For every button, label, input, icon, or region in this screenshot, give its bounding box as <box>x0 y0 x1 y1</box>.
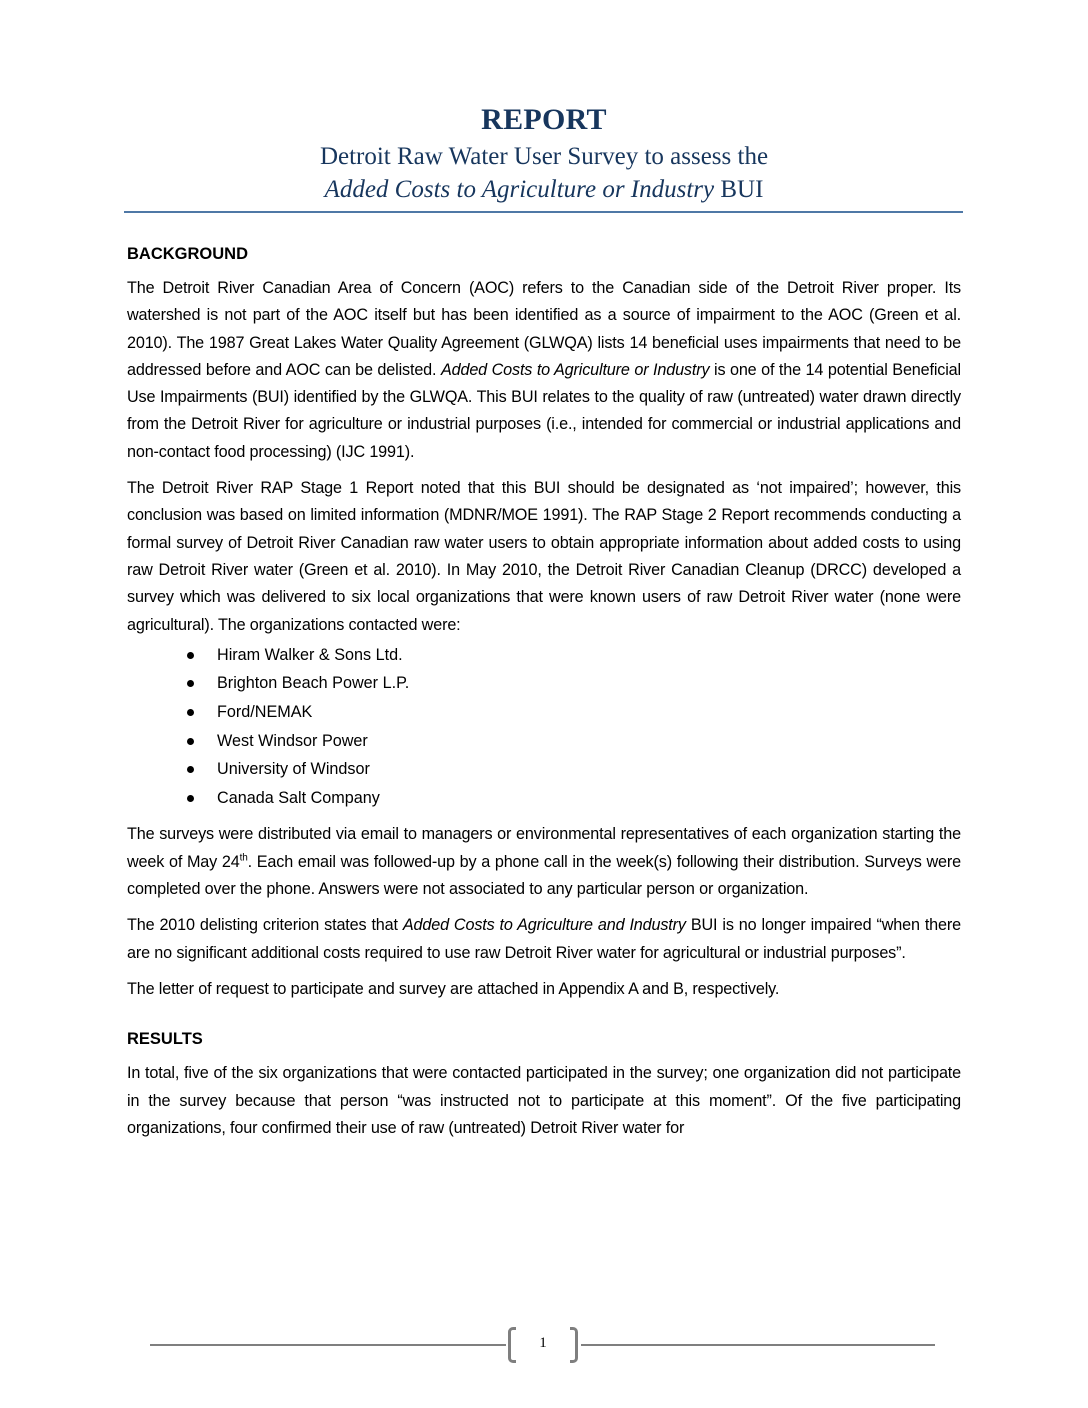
bullet-icon <box>187 795 194 802</box>
list-item <box>127 755 961 784</box>
organization-name: University of Windsor <box>217 760 370 779</box>
bui-name-italic: Added Costs to Agriculture or Industry <box>440 360 710 379</box>
background-paragraph-2: The Detroit River RAP Stage 1 Report noted that this BUI should be designated as ‘not impaired’; however, this conclusion was based on limited information (MDNR/MOE 1991). The RAP Stage 2 Report recommends conducting a formal survey of Detroit River Canadian raw water users to obtain appropriate information about added costs to using raw Detroit River water (Green et al. 2010). In May 2010, the Detroit River Canadian Cleanup (DRCC) developed a survey which was delivered to six local organizations that were known users of raw Detroit River water (none were agricultural). The organizations contacted were: <box>127 479 961 634</box>
list-item <box>127 641 961 670</box>
list-item <box>127 698 961 727</box>
ordinal-suffix: th <box>239 852 248 864</box>
organization-name: Canada Salt Company <box>217 788 380 807</box>
results-paragraph-1: In total, five of the six organizations that were contacted participated in the survey; one organization did not participate in the survey because that person “was instructed not to participate at this moment”. Of the five participating organizations, four confirmed their use of raw (untreated) Detroit River water for <box>127 1064 961 1137</box>
list-item <box>127 784 961 813</box>
page-footer <box>150 1327 935 1363</box>
title-divider <box>124 211 963 213</box>
report-subtitle-suffix: BUI <box>714 176 764 203</box>
organization-name: Ford/NEMAK <box>217 703 313 722</box>
footer-rule-left <box>150 1344 506 1346</box>
background-paragraph-4 <box>127 912 961 967</box>
report-title-block <box>124 100 964 206</box>
text-run: is one of the 14 potential Beneficial Use Impairments (BUI) identified by the GLWQA. This BUI relates to the quality of raw (untreated) water drawn directly from the Detroit River for agriculture or industrial purposes (i.e., intended for commercial or industrial applications and non-contact food processing) (IJC 1991). <box>127 360 961 461</box>
text-run: The 2010 delisting criterion states that <box>127 916 403 935</box>
report-subtitle-line-2 <box>124 173 964 206</box>
organization-name: Hiram Walker & Sons Ltd. <box>217 645 403 664</box>
bui-name-italic: Added Costs to Agriculture and Industry <box>402 916 686 935</box>
report-subtitle-bui-name: Added Costs to Agriculture or Industry <box>324 176 715 203</box>
bullet-icon <box>187 738 194 745</box>
report-subtitle-line-1: Detroit Raw Water User Survey to assess the <box>319 143 769 170</box>
list-item <box>127 669 961 698</box>
organizations-list <box>127 641 961 813</box>
text-run: The surveys were distributed via email to managers or environmental representatives of each organization starting the week of May 24 <box>127 825 961 871</box>
background-paragraph-3 <box>127 821 961 903</box>
organization-name: West Windsor Power <box>217 731 368 750</box>
text-run: . Each email was followed-up by a phone call in the week(s) following their distribution. Surveys were completed over the phone. Answers were not associated to any particular person or organization. <box>127 852 961 899</box>
report-title: REPORT <box>481 103 607 136</box>
page-number: 1 <box>539 1335 547 1351</box>
results-heading: RESULTS <box>127 1030 203 1049</box>
background-paragraph-5: The letter of request to participate and survey are attached in Appendix A and B, respectively. <box>127 979 780 998</box>
bullet-icon <box>187 652 194 659</box>
report-body <box>127 240 961 1151</box>
text-run: BUI is no longer impaired “when there are no significant additional costs required to use raw Detroit River water for agricultural or industrial purposes”. <box>127 916 961 962</box>
text-run: The Detroit River Canadian Area of Concern (AOC) refers to the Canadian side of the Detroit River proper. Its watershed is not part of the AOC itself but has been identified as a source of impairment to the AOC (Green et al. 2010). The 1987 Great Lakes Water Quality Agreement (GLWQA) lists 14 beneficial uses impairments that need to be addressed before and AOC can be delisted. <box>127 279 961 379</box>
organization-name: Brighton Beach Power L.P. <box>217 674 410 693</box>
background-paragraph-1 <box>127 275 961 466</box>
background-heading: BACKGROUND <box>127 245 248 263</box>
left-bracket-icon <box>508 1327 516 1363</box>
bullet-icon <box>187 766 194 773</box>
bullet-icon <box>187 680 194 687</box>
footer-rule-right <box>581 1344 935 1346</box>
right-bracket-icon <box>570 1327 578 1363</box>
list-item <box>127 727 961 756</box>
bullet-icon <box>187 709 194 716</box>
